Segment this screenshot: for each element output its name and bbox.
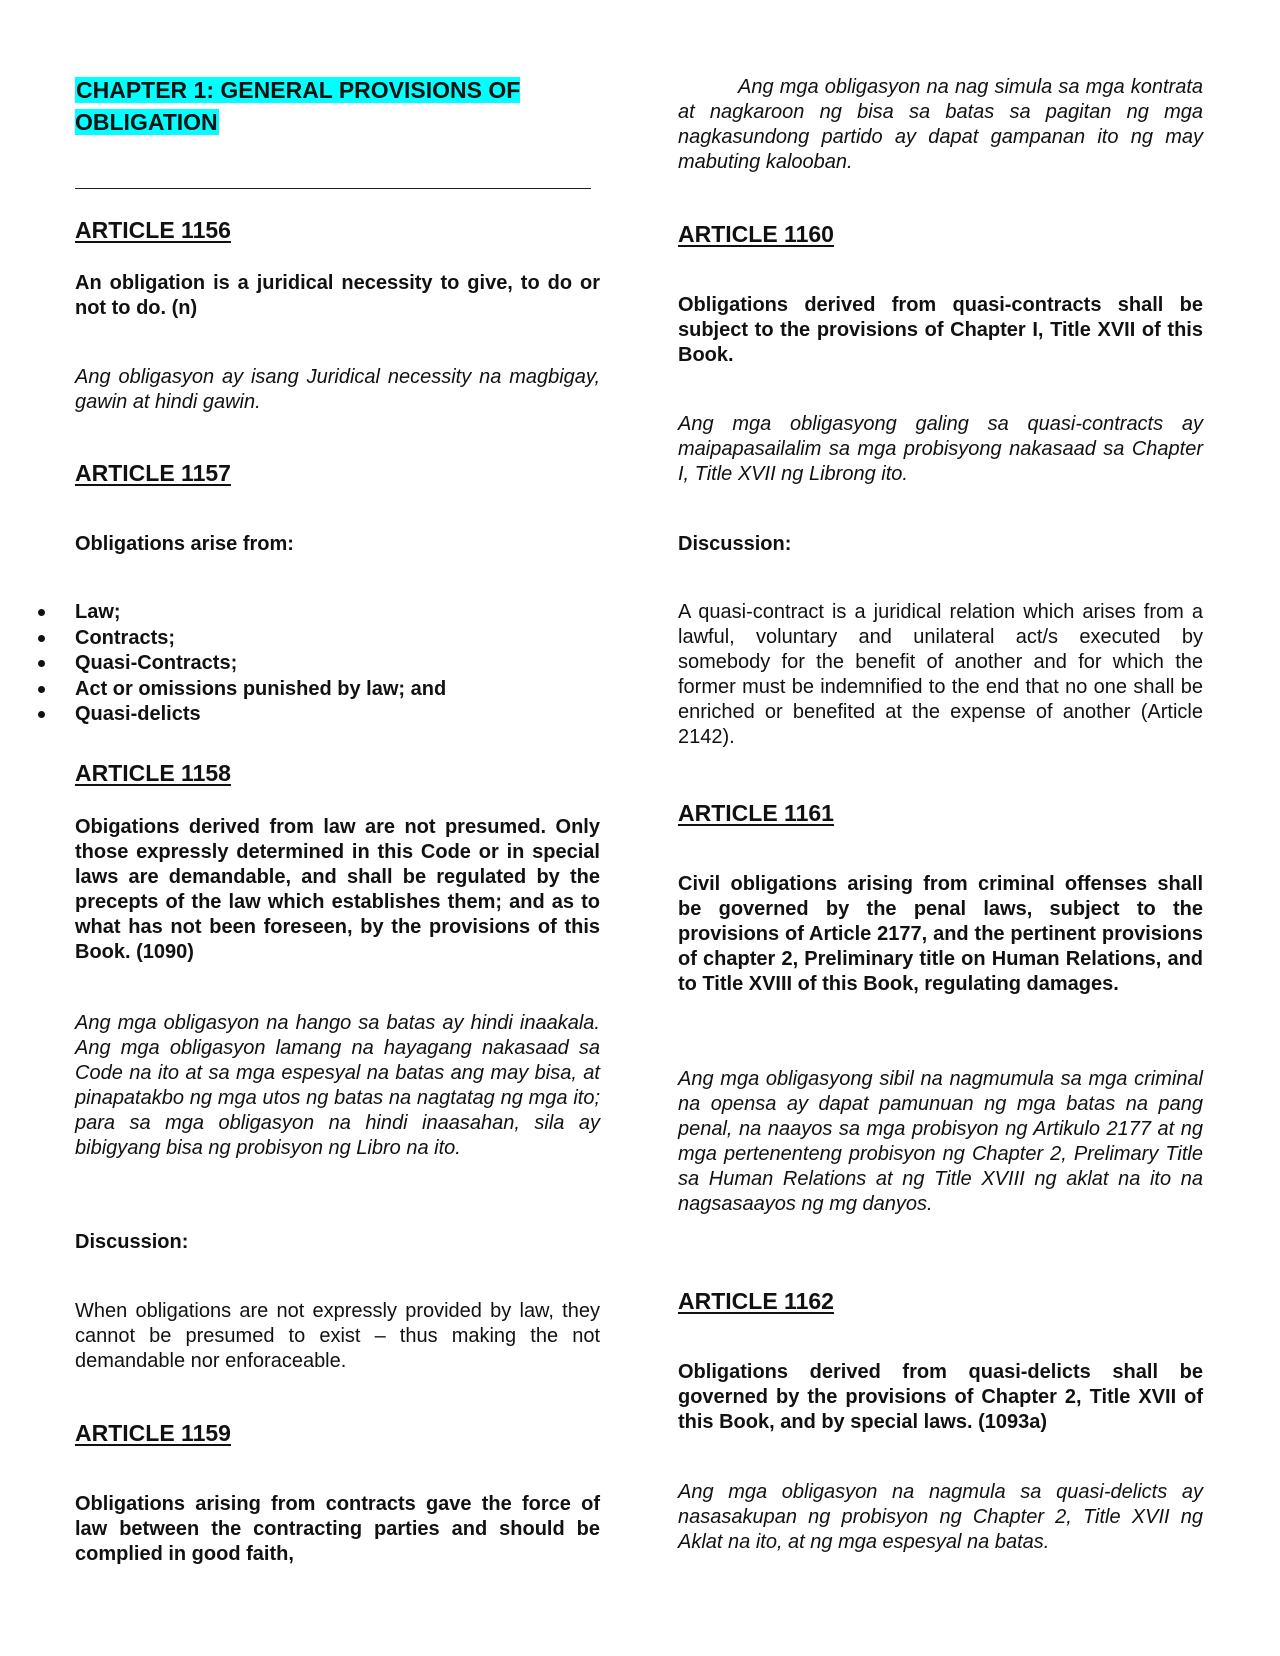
- article-1158-heading: ARTICLE 1158: [75, 760, 231, 786]
- list-item: Quasi-Contracts;: [75, 651, 600, 677]
- article-1160-discussion: A quasi-contract is a juridical relation which arises from a lawful, voluntary and unilateral act/s executed by somebody for the benefit of another and for which the former must be indemnified to the end that no one shall be enriched or benefited at the expense of another (Article 2142).: [678, 601, 1203, 748]
- chapter-heading: [75, 74, 600, 138]
- list-item: Quasi-delicts: [75, 702, 600, 728]
- article-1162-text: Obligations derived from quasi-delicts shall be governed by the provisions of Chapter 2, Title XVII of this Book, and by special laws. (1093a): [678, 1361, 1203, 1433]
- bullet-icon: [38, 635, 45, 642]
- article-1157-heading: ARTICLE 1157: [75, 460, 231, 486]
- article-1159-translation: Ang mga obligasyon na nag simula sa mga kontrata at nagkaroon ng bisa sa batas sa pagitan ng mga nagkasundong partido ay dapat gampanan ito ng may mabuting kalooban.: [678, 76, 1203, 173]
- bullet-icon: [38, 711, 45, 718]
- article-1160-discussion-label: Discussion:: [678, 533, 792, 555]
- divider-line: [75, 188, 591, 189]
- article-1158-discussion: When obligations are not expressly provided by law, they cannot be presumed to exist – thus making the not demandable nor enforaceable.: [75, 1300, 600, 1372]
- article-1156-heading: ARTICLE 1156: [75, 217, 231, 243]
- article-1161-text: Civil obligations arising from criminal offenses shall be governed by the penal laws, subject to the provisions of Article 2177, and the pertinent provisions of chapter 2, Preliminary title on Human Relations, and to Title XVIII of this Book, regulating damages.: [678, 873, 1203, 995]
- article-1158-text: Obigations derived from law are not presumed. Only those expressly determined in this Code or in special laws are demandable, and shall be regulated by the precepts of the law which establishes them; and as to what has not been foreseen, by the provisions of this Book. (1090): [75, 816, 600, 963]
- bullet-icon: [38, 660, 45, 667]
- obligation-sources-list: [75, 600, 600, 728]
- article-1157-intro: Obligations arise from:: [75, 533, 294, 555]
- article-1156-text: An obligation is a juridical necessity to give, to do or not to do. (n): [75, 272, 600, 319]
- list-item: Act or omissions punished by law; and: [75, 677, 600, 703]
- article-1159-text: Obligations arising from contracts gave the force of law between the contracting parties and should be complied in good faith,: [75, 1493, 600, 1565]
- article-1160-translation: Ang mga obligasyong galing sa quasi-contracts ay maipapasailalim sa mga probisyong nakasaad sa Chapter I, Title XVII ng Librong ito.: [678, 413, 1203, 485]
- bullet-icon: [38, 609, 45, 616]
- article-1161-translation: Ang mga obligasyong sibil na nagmumula sa mga criminal na opensa ay dapat pamunuan ng mga batas na pang penal, na naayos sa mga probisyon ng Artikulo 2177 at ng mga pertenenteng probisyon ng Chapter 2, Prelimary Title sa Human Relations at ng Title XVIII ng aklat na ito na nagsasaayos ng mg danyos.: [678, 1068, 1203, 1215]
- article-1162-heading: ARTICLE 1162: [678, 1288, 834, 1314]
- article-1162-translation: Ang mga obligasyon na nagmula sa quasi-delicts ay nasasakupan ng probisyon ng Chapter 2, Title XVII ng Aklat na ito, at ng mga espesyal na batas.: [678, 1481, 1203, 1553]
- article-1160-heading: ARTICLE 1160: [678, 221, 834, 247]
- bullet-icon: [38, 686, 45, 693]
- article-1158-translation: Ang mga obligasyon na hango sa batas ay hindi inaakala. Ang mga obligasyon lamang na hayagang nakasaad sa Code na ito at sa mga espesyal na batas ang may bisa, at pinapatakbo ng mga utos ng batas na nagtatag ng mga ito; para sa mga obligasyon na hindi inaasahan, sila ay bibigyang bisa ng probisyon ng Libro na ito.: [75, 1012, 600, 1159]
- article-1159-heading: ARTICLE 1159: [75, 1420, 231, 1446]
- article-1161-heading: ARTICLE 1161: [678, 800, 834, 826]
- list-item: Law;: [75, 600, 600, 626]
- article-1158-discussion-label: Discussion:: [75, 1231, 189, 1253]
- article-1160-text: Obligations derived from quasi-contracts shall be subject to the provisions of Chapter I, Title XVII of this Book.: [678, 294, 1203, 366]
- chapter-title: CHAPTER 1: GENERAL PROVISIONS OF OBLIGATION: [75, 77, 521, 135]
- list-item: Contracts;: [75, 626, 600, 652]
- article-1156-translation: Ang obligasyon ay isang Juridical necessity na magbigay, gawin at hindi gawin.: [75, 366, 600, 413]
